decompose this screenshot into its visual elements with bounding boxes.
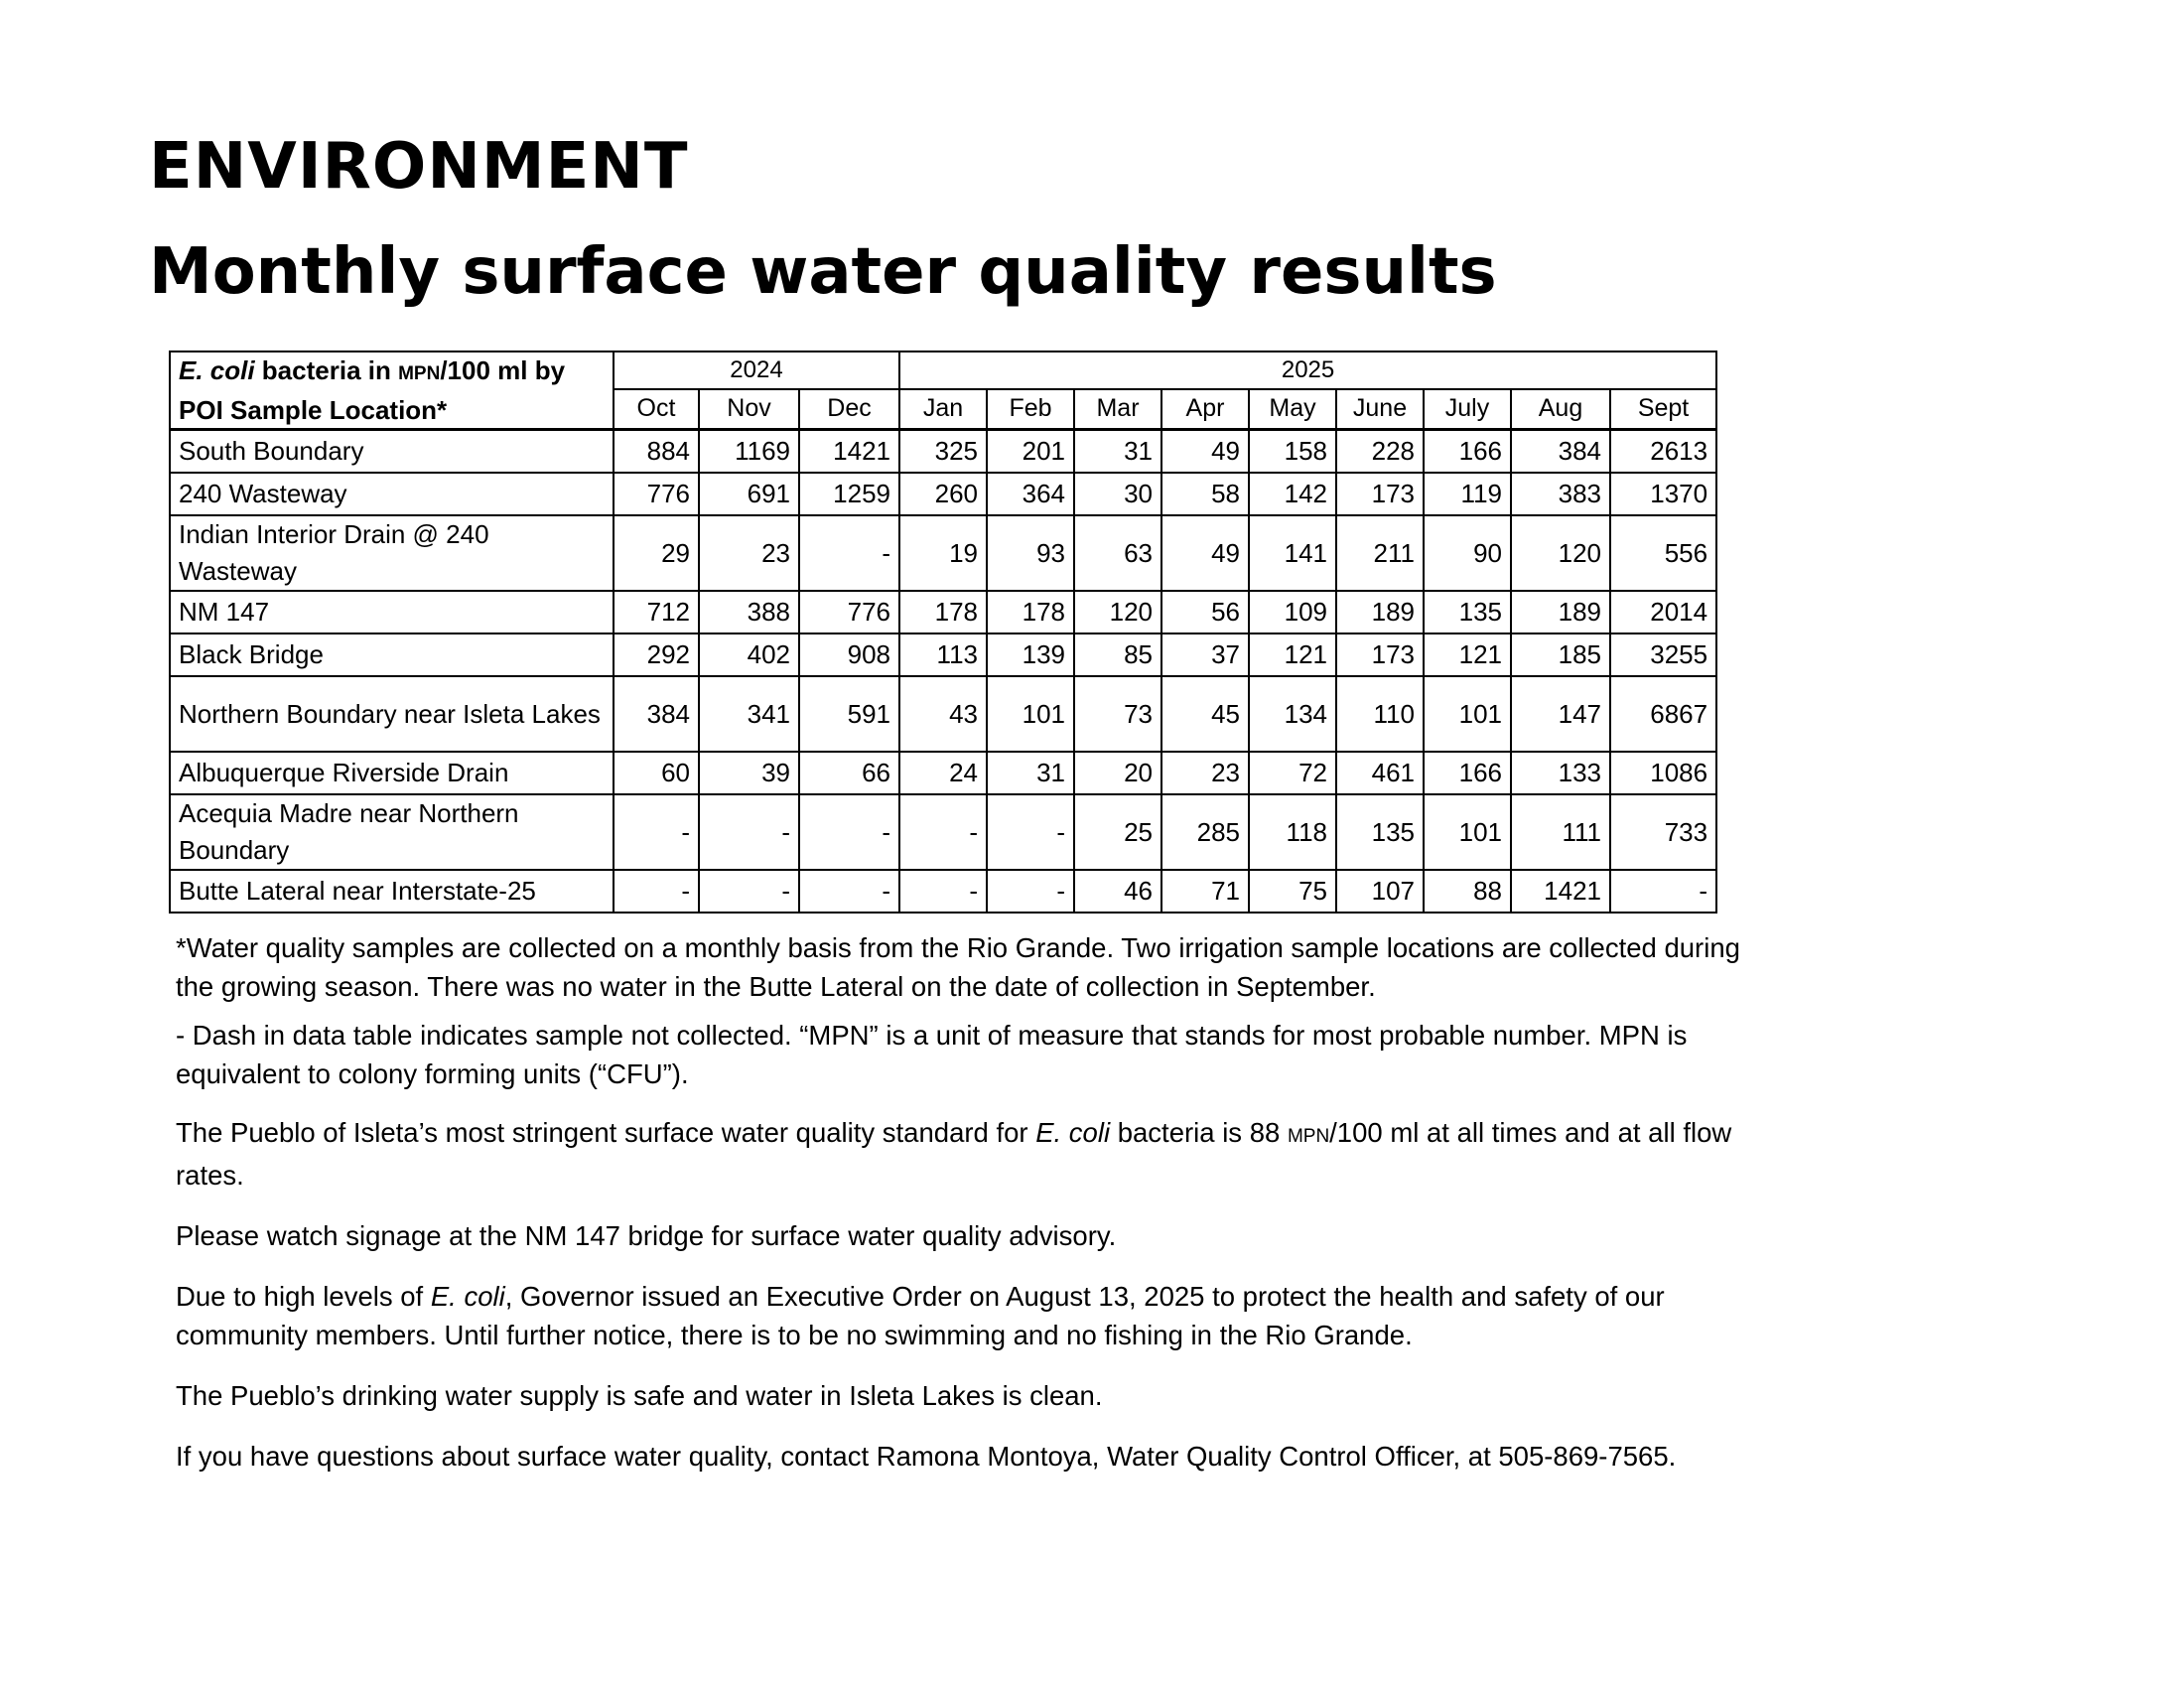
table-row: [170, 870, 1716, 913]
value-cell: 25: [1074, 794, 1161, 870]
value-cell: 733: [1610, 794, 1716, 870]
value-cell: 107: [1336, 870, 1424, 913]
value-cell: 691: [699, 473, 799, 515]
value-cell: 31: [1074, 430, 1161, 474]
page-subtitle: Monthly surface water quality results: [149, 235, 1497, 309]
location-cell: Black Bridge: [170, 633, 614, 676]
notes-section: [176, 928, 1744, 1476]
value-cell: 118: [1249, 794, 1336, 870]
standard-text: The Pueblo of Isleta’s most stringent surface water quality standard for: [176, 1117, 1036, 1148]
value-cell: 101: [1424, 676, 1511, 752]
value-cell: 185: [1511, 633, 1610, 676]
value-cell: -: [987, 870, 1074, 913]
table-row: [170, 794, 1716, 870]
value-cell: -: [699, 870, 799, 913]
water-quality-table: [169, 351, 1717, 914]
value-cell: 23: [1161, 752, 1249, 794]
value-cell: -: [799, 515, 899, 591]
value-cell: 39: [699, 752, 799, 794]
value-cell: 341: [699, 676, 799, 752]
corner-text: bacteria in: [254, 355, 399, 385]
location-cell: Albuquerque Riverside Drain: [170, 752, 614, 794]
value-cell: 3255: [1610, 633, 1716, 676]
table-corner-header: [170, 352, 614, 430]
table-row: [170, 752, 1716, 794]
value-cell: 134: [1249, 676, 1336, 752]
month-header: Nov: [699, 389, 799, 430]
value-cell: 173: [1336, 633, 1424, 676]
table-row: [170, 676, 1716, 752]
value-cell: 63: [1074, 515, 1161, 591]
value-cell: 383: [1511, 473, 1610, 515]
value-cell: 43: [899, 676, 987, 752]
value-cell: 166: [1424, 430, 1511, 474]
value-cell: 141: [1249, 515, 1336, 591]
value-cell: 712: [614, 591, 699, 633]
value-cell: 908: [799, 633, 899, 676]
value-cell: 29: [614, 515, 699, 591]
value-cell: 23: [699, 515, 799, 591]
value-cell: 285: [1161, 794, 1249, 870]
location-cell: Acequia Madre near Northern Boundary: [170, 794, 614, 870]
value-cell: -: [614, 870, 699, 913]
value-cell: 135: [1424, 591, 1511, 633]
value-cell: 31: [987, 752, 1074, 794]
value-cell: 201: [987, 430, 1074, 474]
ecoli-text: E. coli: [1035, 1117, 1111, 1148]
ecoli-text-2: E. coli: [430, 1281, 505, 1312]
value-cell: 121: [1249, 633, 1336, 676]
value-cell: -: [899, 794, 987, 870]
table-row: [170, 591, 1716, 633]
value-cell: 60: [614, 752, 699, 794]
value-cell: 119: [1424, 473, 1511, 515]
value-cell: 402: [699, 633, 799, 676]
corner-text-line2: POI Sample Location*: [179, 395, 448, 425]
value-cell: 135: [1336, 794, 1424, 870]
value-cell: 24: [899, 752, 987, 794]
month-header: Sept: [1610, 389, 1716, 430]
value-cell: 88: [1424, 870, 1511, 913]
value-cell: 388: [699, 591, 799, 633]
value-cell: 189: [1511, 591, 1610, 633]
month-header: Jan: [899, 389, 987, 430]
value-cell: 113: [899, 633, 987, 676]
month-header: May: [1249, 389, 1336, 430]
order-text-end: , Governor issued an Executive Order on August 13, 2025 to protect the health and safety of our community members. Until further notice, there is to be no swimming and no fishing in the Rio Grande.: [176, 1281, 1665, 1350]
value-cell: 884: [614, 430, 699, 474]
standard-text-mid: bacteria is 88: [1110, 1117, 1288, 1148]
value-cell: 1370: [1610, 473, 1716, 515]
footnote: *Water quality samples are collected on a monthly basis from the Rio Grande. Two irrigation sample locations are collected during the growing season. There was no water in the Butte Lateral on the date of collection in September.: [176, 932, 1740, 1002]
contact-note: If you have questions about surface water quality, contact Ramona Montoya, Water Quality Control Officer, at 505-869-7565.: [176, 1441, 1677, 1472]
month-header: July: [1424, 389, 1511, 430]
value-cell: 37: [1161, 633, 1249, 676]
value-cell: 292: [614, 633, 699, 676]
value-cell: 75: [1249, 870, 1336, 913]
location-cell: South Boundary: [170, 430, 614, 474]
value-cell: 142: [1249, 473, 1336, 515]
value-cell: 45: [1161, 676, 1249, 752]
value-cell: 49: [1161, 515, 1249, 591]
value-cell: -: [699, 794, 799, 870]
value-cell: 325: [899, 430, 987, 474]
year-header-2025: 2025: [899, 352, 1716, 389]
value-cell: 776: [614, 473, 699, 515]
standard-note: [176, 1113, 1744, 1195]
value-cell: 2014: [1610, 591, 1716, 633]
value-cell: 166: [1424, 752, 1511, 794]
value-cell: 71: [1161, 870, 1249, 913]
location-cell: Butte Lateral near Interstate-25: [170, 870, 614, 913]
value-cell: 384: [1511, 430, 1610, 474]
value-cell: 49: [1161, 430, 1249, 474]
value-cell: -: [987, 794, 1074, 870]
value-cell: 211: [1336, 515, 1424, 591]
value-cell: 1086: [1610, 752, 1716, 794]
value-cell: 133: [1511, 752, 1610, 794]
drinking-water-note: The Pueblo’s drinking water supply is safe and water in Isleta Lakes is clean.: [176, 1380, 1103, 1411]
value-cell: 147: [1511, 676, 1610, 752]
value-cell: 101: [1424, 794, 1511, 870]
value-cell: 30: [1074, 473, 1161, 515]
value-cell: 1259: [799, 473, 899, 515]
month-header: Dec: [799, 389, 899, 430]
value-cell: -: [1610, 870, 1716, 913]
value-cell: 1421: [799, 430, 899, 474]
value-cell: 591: [799, 676, 899, 752]
value-cell: 556: [1610, 515, 1716, 591]
value-cell: 2613: [1610, 430, 1716, 474]
value-cell: 90: [1424, 515, 1511, 591]
value-cell: 1421: [1511, 870, 1610, 913]
location-cell: 240 Wasteway: [170, 473, 614, 515]
value-cell: 46: [1074, 870, 1161, 913]
value-cell: 110: [1336, 676, 1424, 752]
value-cell: 20: [1074, 752, 1161, 794]
value-cell: 120: [1511, 515, 1610, 591]
value-cell: 228: [1336, 430, 1424, 474]
page-title: ENVIRONMENT: [149, 130, 689, 204]
value-cell: 120: [1074, 591, 1161, 633]
value-cell: -: [614, 794, 699, 870]
ecoli-label: E. coli: [179, 355, 255, 385]
value-cell: 19: [899, 515, 987, 591]
value-cell: 121: [1424, 633, 1511, 676]
corner-text-rest: /100 ml by: [440, 355, 566, 385]
value-cell: 101: [987, 676, 1074, 752]
value-cell: 6867: [1610, 676, 1716, 752]
value-cell: 56: [1161, 591, 1249, 633]
value-cell: 66: [799, 752, 899, 794]
value-cell: 72: [1249, 752, 1336, 794]
value-cell: 364: [987, 473, 1074, 515]
table-body: [170, 430, 1716, 914]
value-cell: 173: [1336, 473, 1424, 515]
order-text: Due to high levels of: [176, 1281, 431, 1312]
value-cell: 58: [1161, 473, 1249, 515]
value-cell: 384: [614, 676, 699, 752]
year-header-2024: 2024: [614, 352, 899, 389]
month-header: Oct: [614, 389, 699, 430]
location-cell: Northern Boundary near Isleta Lakes: [170, 676, 614, 752]
value-cell: 73: [1074, 676, 1161, 752]
value-cell: 111: [1511, 794, 1610, 870]
table-row: [170, 633, 1716, 676]
month-header: Mar: [1074, 389, 1161, 430]
signage-note: Please watch signage at the NM 147 bridge for surface water quality advisory.: [176, 1220, 1117, 1251]
dash-note: - Dash in data table indicates sample not collected. “MPN” is a unit of measure that stands for most probable number. MPN is equivalent to colony forming units (“CFU”).: [176, 1020, 1688, 1089]
value-cell: 109: [1249, 591, 1336, 633]
month-header: June: [1336, 389, 1424, 430]
unit-label: MPN: [398, 363, 441, 384]
location-cell: Indian Interior Drain @ 240 Wasteway: [170, 515, 614, 591]
standard-text-end: /100 ml at all times and at all flow rates.: [176, 1117, 1732, 1191]
month-header: Aug: [1511, 389, 1610, 430]
value-cell: 85: [1074, 633, 1161, 676]
value-cell: 139: [987, 633, 1074, 676]
location-cell: NM 147: [170, 591, 614, 633]
unit-text: MPN: [1287, 1126, 1330, 1147]
value-cell: 776: [799, 591, 899, 633]
value-cell: -: [799, 794, 899, 870]
value-cell: 461: [1336, 752, 1424, 794]
table-row: [170, 473, 1716, 515]
value-cell: -: [799, 870, 899, 913]
value-cell: 158: [1249, 430, 1336, 474]
value-cell: 93: [987, 515, 1074, 591]
value-cell: 178: [987, 591, 1074, 633]
month-header: Feb: [987, 389, 1074, 430]
month-header: Apr: [1161, 389, 1249, 430]
table-row: [170, 515, 1716, 591]
value-cell: 189: [1336, 591, 1424, 633]
executive-order-note: [176, 1277, 1744, 1354]
value-cell: 1169: [699, 430, 799, 474]
value-cell: 178: [899, 591, 987, 633]
value-cell: -: [899, 870, 987, 913]
value-cell: 260: [899, 473, 987, 515]
table-row: [170, 430, 1716, 474]
